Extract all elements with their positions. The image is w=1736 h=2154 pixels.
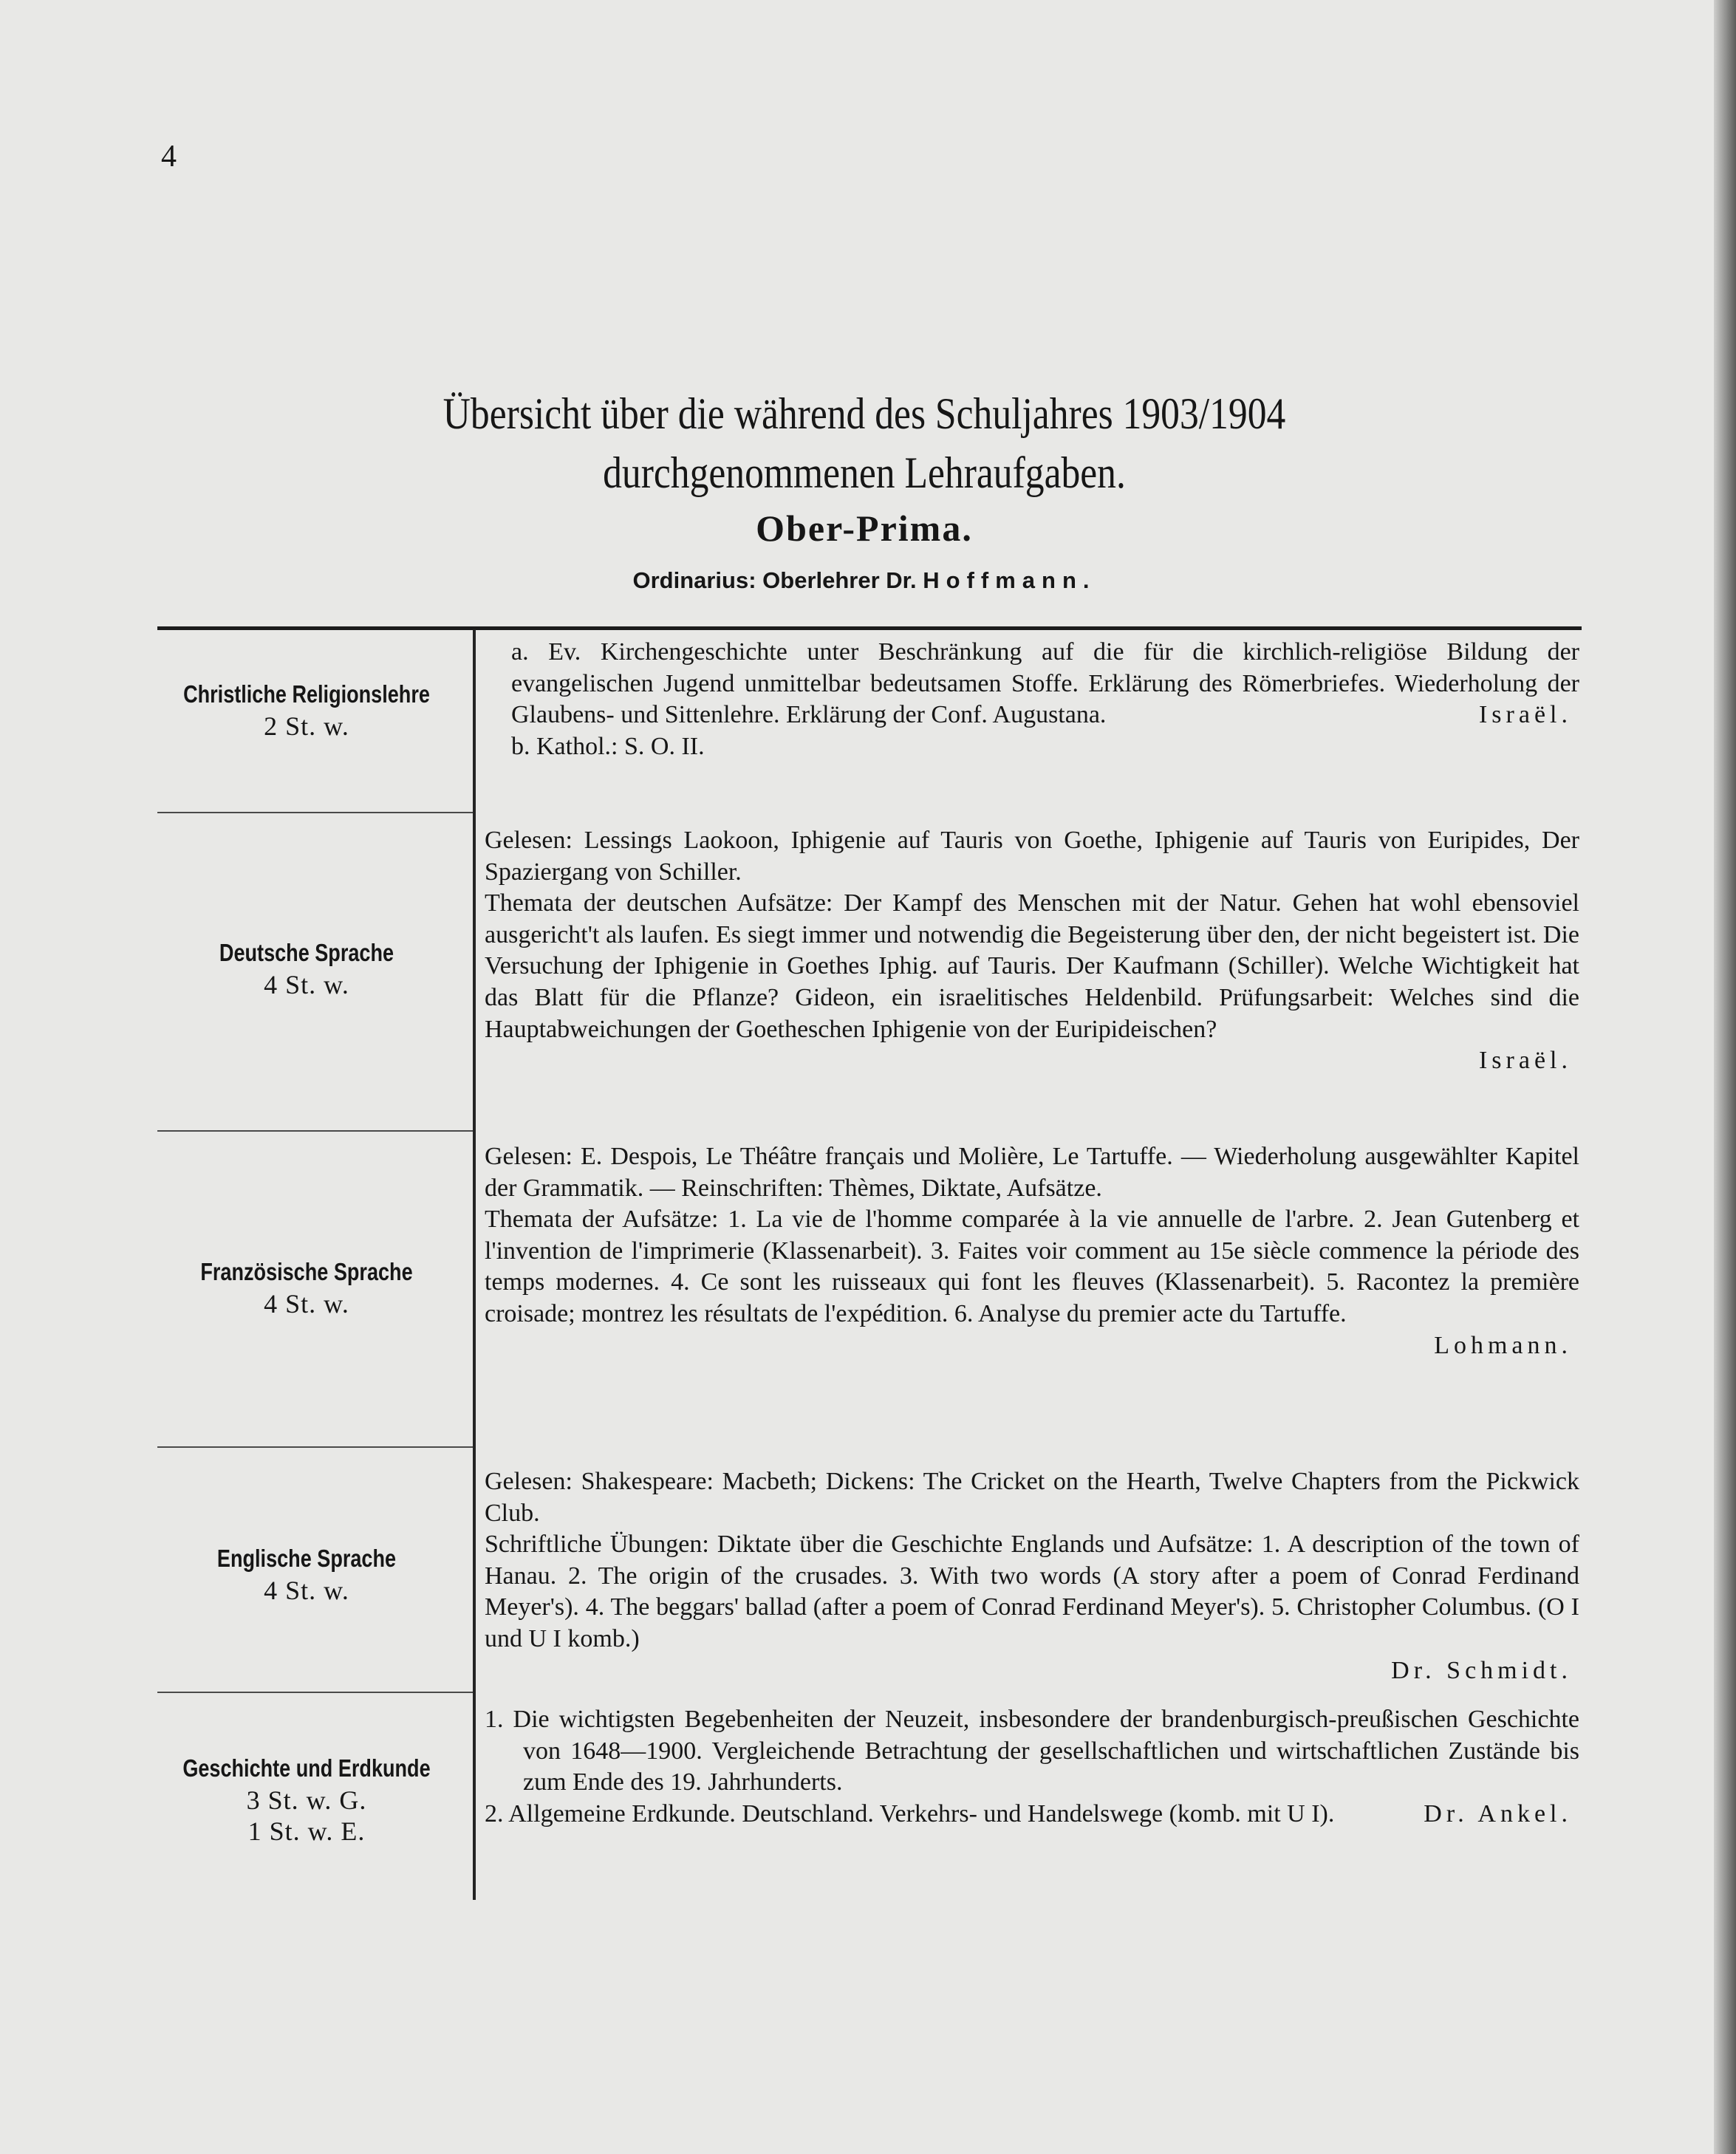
subject-content-deutsch <box>485 825 1579 1077</box>
content-paragraph: Gelesen: Shakespeare: Macbeth; Dickens: The Cricket on the Hearth, Twelve Chapters from the Pickwick Club. <box>485 1468 1579 1527</box>
teacher-signature: Dr. Schmidt. <box>1391 1656 1572 1684</box>
subject-hours: 4 St. w. <box>264 1289 349 1319</box>
page-edge-shadow <box>1714 0 1736 2154</box>
subject-name: Deutsche Sprache <box>219 939 394 966</box>
row-separator <box>157 1446 473 1448</box>
content-paragraph: Themata der deutschen Aufsätze: Der Kampf des Menschen mit der Natur. Gehen hat wohl ebensoviel ausgericht't als laufen. Es siegt immer und notwendig die Begeisterung über den, der nicht begeistert ist. Die Versuchung der Iphigenie in Goethes Iphig. auf Tauris. Der Kaufmann (Schiller). Welche Wichtigkeit hat das Blatt für die Pflanze? Gideon, ein israelitisches Heldenbild. Prüfungsarbeit: Welches sind die Hauptabweichungen der Goetheschen Iphigenie von der Euripideischen? <box>485 889 1579 1043</box>
page-title <box>248 384 1480 502</box>
ordinarius-name: Hoffmann. <box>923 567 1096 593</box>
subject-label-englisch <box>155 1542 458 1606</box>
content-list-item: 2. Allgemeine Erdkunde. Deutschland. Verkehrs- und Handelswege (komb. mit U I). <box>485 1799 1335 1828</box>
row-separator <box>157 1130 473 1132</box>
content-paragraph: Schriftliche Übungen: Diktate über die Geschichte Englands und Aufsätze: 1. A description of the town of Hanau. 2. The origin of the crusades. 3. With two words (A story after a poem of Conrad Ferdinand Meyer's). 4. The beggars' ballad (after a poem of Conrad Ferdinand Meyer's). 5. Christopher Columbus. (O I und U I komb.) <box>485 1531 1579 1652</box>
subject-hours: 1 St. w. E. <box>247 1816 366 1846</box>
subject-label-deutsch <box>155 937 458 1000</box>
teacher-signature: Dr. Ankel. <box>1424 1799 1572 1828</box>
subject-content-franzoesisch <box>485 1141 1579 1361</box>
content-paragraph: a. Ev. Kirchengeschichte unter Beschränkung auf die für die kirchlich-religiöse Bildung der evangelischen Jugend unmittelbar bedeutsamen Stoffe. Erklärung des Römerbriefes. Wiederholung der Glaubens- und Sittenlehre. Erklärung der Conf. Augustana. <box>511 638 1579 729</box>
teacher-signature: Lohmann. <box>1434 1331 1572 1359</box>
subject-name: Geschichte und Erdkunde <box>182 1754 431 1782</box>
subject-hours: 4 St. w. <box>264 970 349 999</box>
content-paragraph: Gelesen: E. Despois, Le Théâtre français und Molière, Le Tartuffe. — Wiederholung ausgewählter Kapitel der Grammatik. — Reinschriften: Thèmes, Diktate, Aufsätze. <box>485 1143 1579 1202</box>
subject-label-religion <box>155 678 458 742</box>
subject-content-englisch <box>485 1466 1579 1686</box>
page-number: 4 <box>161 140 177 174</box>
content-paragraph: Gelesen: Lessings Laokoon, Iphigenie auf Tauris von Goethe, Iphigenie auf Tauris von Euripides, Der Spaziergang von Schiller. <box>485 827 1579 886</box>
teacher-signature: Israël. <box>1478 701 1572 729</box>
subject-hours: 3 St. w. G. <box>246 1785 367 1815</box>
subject-name: Französische Sprache <box>200 1258 413 1285</box>
title-line-2: durchgenommenen Lehraufgaben. <box>603 448 1126 497</box>
column-divider <box>473 629 476 1900</box>
teacher-signature: Israël. <box>1478 1047 1572 1075</box>
ordinarius-line <box>148 567 1581 594</box>
row-separator <box>157 812 473 813</box>
subject-content-geschichte-erdkunde <box>485 1704 1579 1830</box>
title-line-1: Übersicht über die während des Schuljahres 1903/1904 <box>442 389 1286 438</box>
subject-name: Christliche Religionslehre <box>183 680 430 708</box>
row-separator <box>157 1692 473 1693</box>
subject-content-religion <box>485 637 1579 762</box>
content-paragraph: Themata der Aufsätze: 1. La vie de l'homme comparée à la vie annuelle de l'arbre. 2. Jean Gutenberg et l'invention de l'imprimerie (Klassenarbeit). 3. Faites voir comment au 15e siècle commence la période des temps modernes. 4. Ce sont les ruisseaux qui font les fleuves (Klassenarbeit). 5. Racontez la première croisade; montrez les résultats de l'expédition. 6. Analyse du premier acte du Tartuffe. <box>485 1206 1579 1327</box>
subject-hours: 2 St. w. <box>264 711 349 741</box>
subject-label-franzoesisch <box>155 1256 458 1319</box>
ordinarius-label: Ordinarius: Oberlehrer Dr. <box>632 567 917 593</box>
subject-name: Englische Sprache <box>216 1545 397 1572</box>
subject-label-geschichte-erdkunde <box>155 1752 458 1847</box>
class-heading: Ober-Prima. <box>756 507 973 549</box>
content-paragraph: b. Kathol.: S. O. II. <box>511 732 705 760</box>
content-list-item: 1. Die wichtigsten Begebenheiten der Neuzeit, insbesondere der brandenburgisch-preußischen Geschichte von 1648—1900. Vergleichende Betrachtung der gesellschaftlichen und wirtschaftlichen Zustände bis zum Ende des 19. Jahrhunderts. <box>485 1706 1579 1796</box>
table-top-rule <box>157 626 1582 630</box>
subject-hours: 4 St. w. <box>264 1576 349 1605</box>
